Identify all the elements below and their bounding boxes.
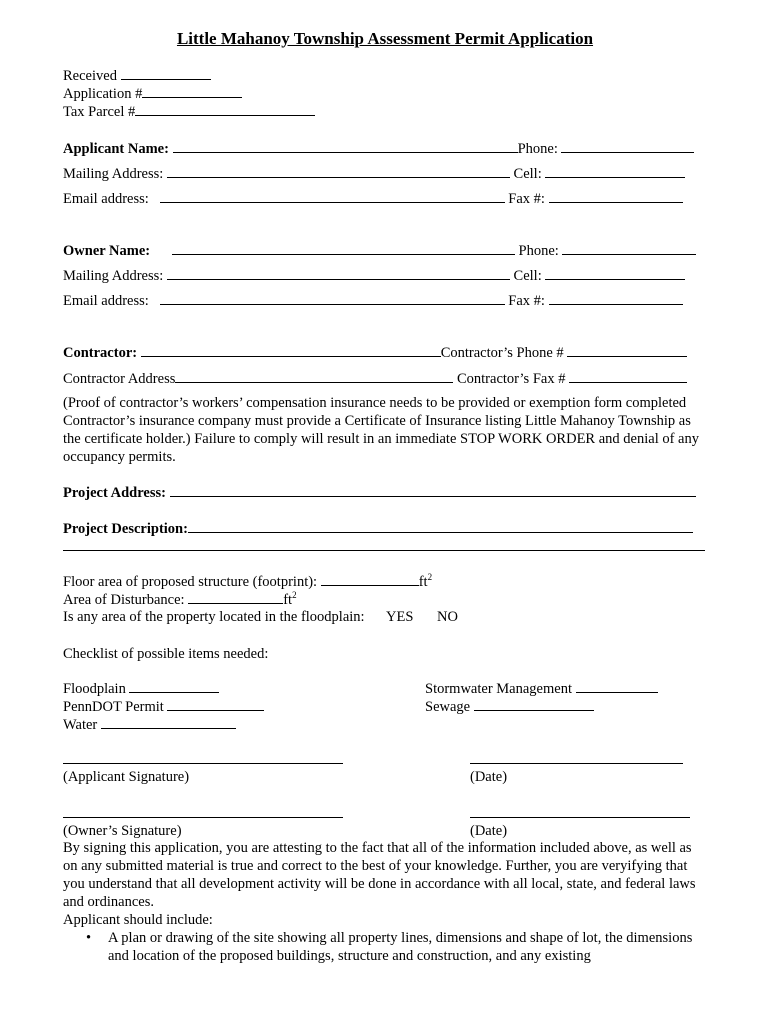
- owner-fax-blank[interactable]: [549, 291, 683, 305]
- disturbance-area-line: Area of Disturbance: $ft^2$: [63, 590, 297, 608]
- applicant-date-label: (Date): [470, 769, 508, 785]
- owner-date-label: (Date): [470, 823, 508, 839]
- checklist-water: Water: [63, 715, 236, 734]
- owner-mailing-line: Mailing Address: Cell:: [63, 266, 685, 285]
- floodplain-blank[interactable]: [129, 679, 219, 693]
- applicant-mailing-blank[interactable]: [167, 164, 510, 178]
- contractor-address-line: Contractor Address Contractor’s Fax #: [63, 369, 687, 388]
- tax-parcel-line: Tax Parcel #: [63, 102, 315, 121]
- contractor-address-blank[interactable]: [175, 369, 453, 383]
- floodplain-question-line: Is any area of the property located in the floodplain:: [63, 609, 365, 625]
- bullet-icon: •: [86, 930, 92, 946]
- owner-email-blank[interactable]: [160, 291, 505, 305]
- application-number-line: Application #: [63, 84, 242, 103]
- checklist-sewage: Sewage: [425, 697, 594, 716]
- applicant-signature-label: (Applicant Signature): [63, 769, 190, 785]
- water-blank[interactable]: [101, 715, 236, 729]
- received-line: Received: [63, 66, 211, 85]
- project-description-blank[interactable]: [188, 519, 693, 533]
- project-address-blank[interactable]: [170, 483, 696, 497]
- application-number-blank[interactable]: [142, 84, 242, 98]
- owner-signature-label: (Owner’s Signature): [63, 823, 182, 839]
- penndot-blank[interactable]: [167, 697, 264, 711]
- applicant-signature-line[interactable]: [63, 763, 343, 764]
- applicant-cell-blank[interactable]: [545, 164, 685, 178]
- owner-email-line: Email address: Fax #:: [63, 291, 683, 310]
- floor-area-blank[interactable]: [321, 572, 419, 586]
- page-title: Little Mahanoy Township Assessment Permit Application: [176, 29, 594, 48]
- tax-parcel-blank[interactable]: [135, 102, 315, 116]
- project-address-line: Project Address:: [63, 483, 696, 502]
- checklist-stormwater: Stormwater Management: [425, 679, 658, 698]
- checklist-heading: Checklist of possible items needed:: [63, 646, 269, 662]
- applicant-email-line: Email address: Fax #:: [63, 189, 683, 208]
- project-description-blank-2[interactable]: [63, 550, 705, 551]
- applicant-name-line: Applicant Name: Phone:: [63, 139, 694, 158]
- owner-signature-line[interactable]: [63, 817, 343, 818]
- applicant-name-blank[interactable]: [173, 139, 518, 153]
- contractor-insurance-notice: (Proof of contractor’s workers’ compensation insurance needs to be provided or exemption form completed Contractor’s insurance company must provide a Certificate of Insurance listing Little Mahanoy Township as the certificate holder.) Failure to comply will result in an immediate STOP WORK ORDER and denial of any occupancy permits.: [63, 395, 699, 465]
- owner-name-line: Owner Name: Phone:: [63, 241, 696, 260]
- floodplain-yes-option[interactable]: YES: [386, 609, 414, 625]
- applicant-email-blank[interactable]: [160, 189, 505, 203]
- owner-mailing-blank[interactable]: [167, 266, 510, 280]
- owner-cell-blank[interactable]: [545, 266, 685, 280]
- contractor-fax-blank[interactable]: [569, 369, 687, 383]
- floodplain-no-option[interactable]: NO: [437, 609, 458, 625]
- attestation-paragraph: By signing this application, you are attesting to the fact that all of the information included above, as well as on any submitted material is true and correct to the best of your knowledge. Further, you are veryifying that you understand that all development activity will be done in accordance with all local, state, and federal laws and ordinances.: [63, 840, 696, 910]
- checklist-floodplain: Floodplain: [63, 679, 219, 698]
- project-description-line: Project Description:: [63, 519, 693, 538]
- owner-phone-blank[interactable]: [562, 241, 696, 255]
- applicant-phone-blank[interactable]: [561, 139, 694, 153]
- owner-name-blank[interactable]: [172, 241, 515, 255]
- contractor-line: Contractor: Contractor’s Phone #: [63, 343, 687, 362]
- sewage-blank[interactable]: [474, 697, 594, 711]
- owner-date-line[interactable]: [470, 817, 690, 818]
- applicant-fax-blank[interactable]: [549, 189, 683, 203]
- applicant-date-line[interactable]: [470, 763, 683, 764]
- stormwater-blank[interactable]: [576, 679, 658, 693]
- floor-area-line: Floor area of proposed structure (footprint): $ft^2$: [63, 572, 433, 590]
- contractor-phone-blank[interactable]: [567, 343, 687, 357]
- disturbance-area-blank[interactable]: [188, 590, 283, 604]
- received-blank[interactable]: [121, 66, 211, 80]
- include-item: A plan or drawing of the site showing all property lines, dimensions and shape of lot, the dimensions and location of the proposed buildings, structure and construction, and any existing: [108, 930, 693, 964]
- contractor-name-blank[interactable]: [141, 343, 441, 357]
- include-heading: Applicant should include:: [63, 912, 213, 928]
- applicant-mailing-line: Mailing Address: Cell:: [63, 164, 685, 183]
- checklist-penndot: PennDOT Permit: [63, 697, 264, 716]
